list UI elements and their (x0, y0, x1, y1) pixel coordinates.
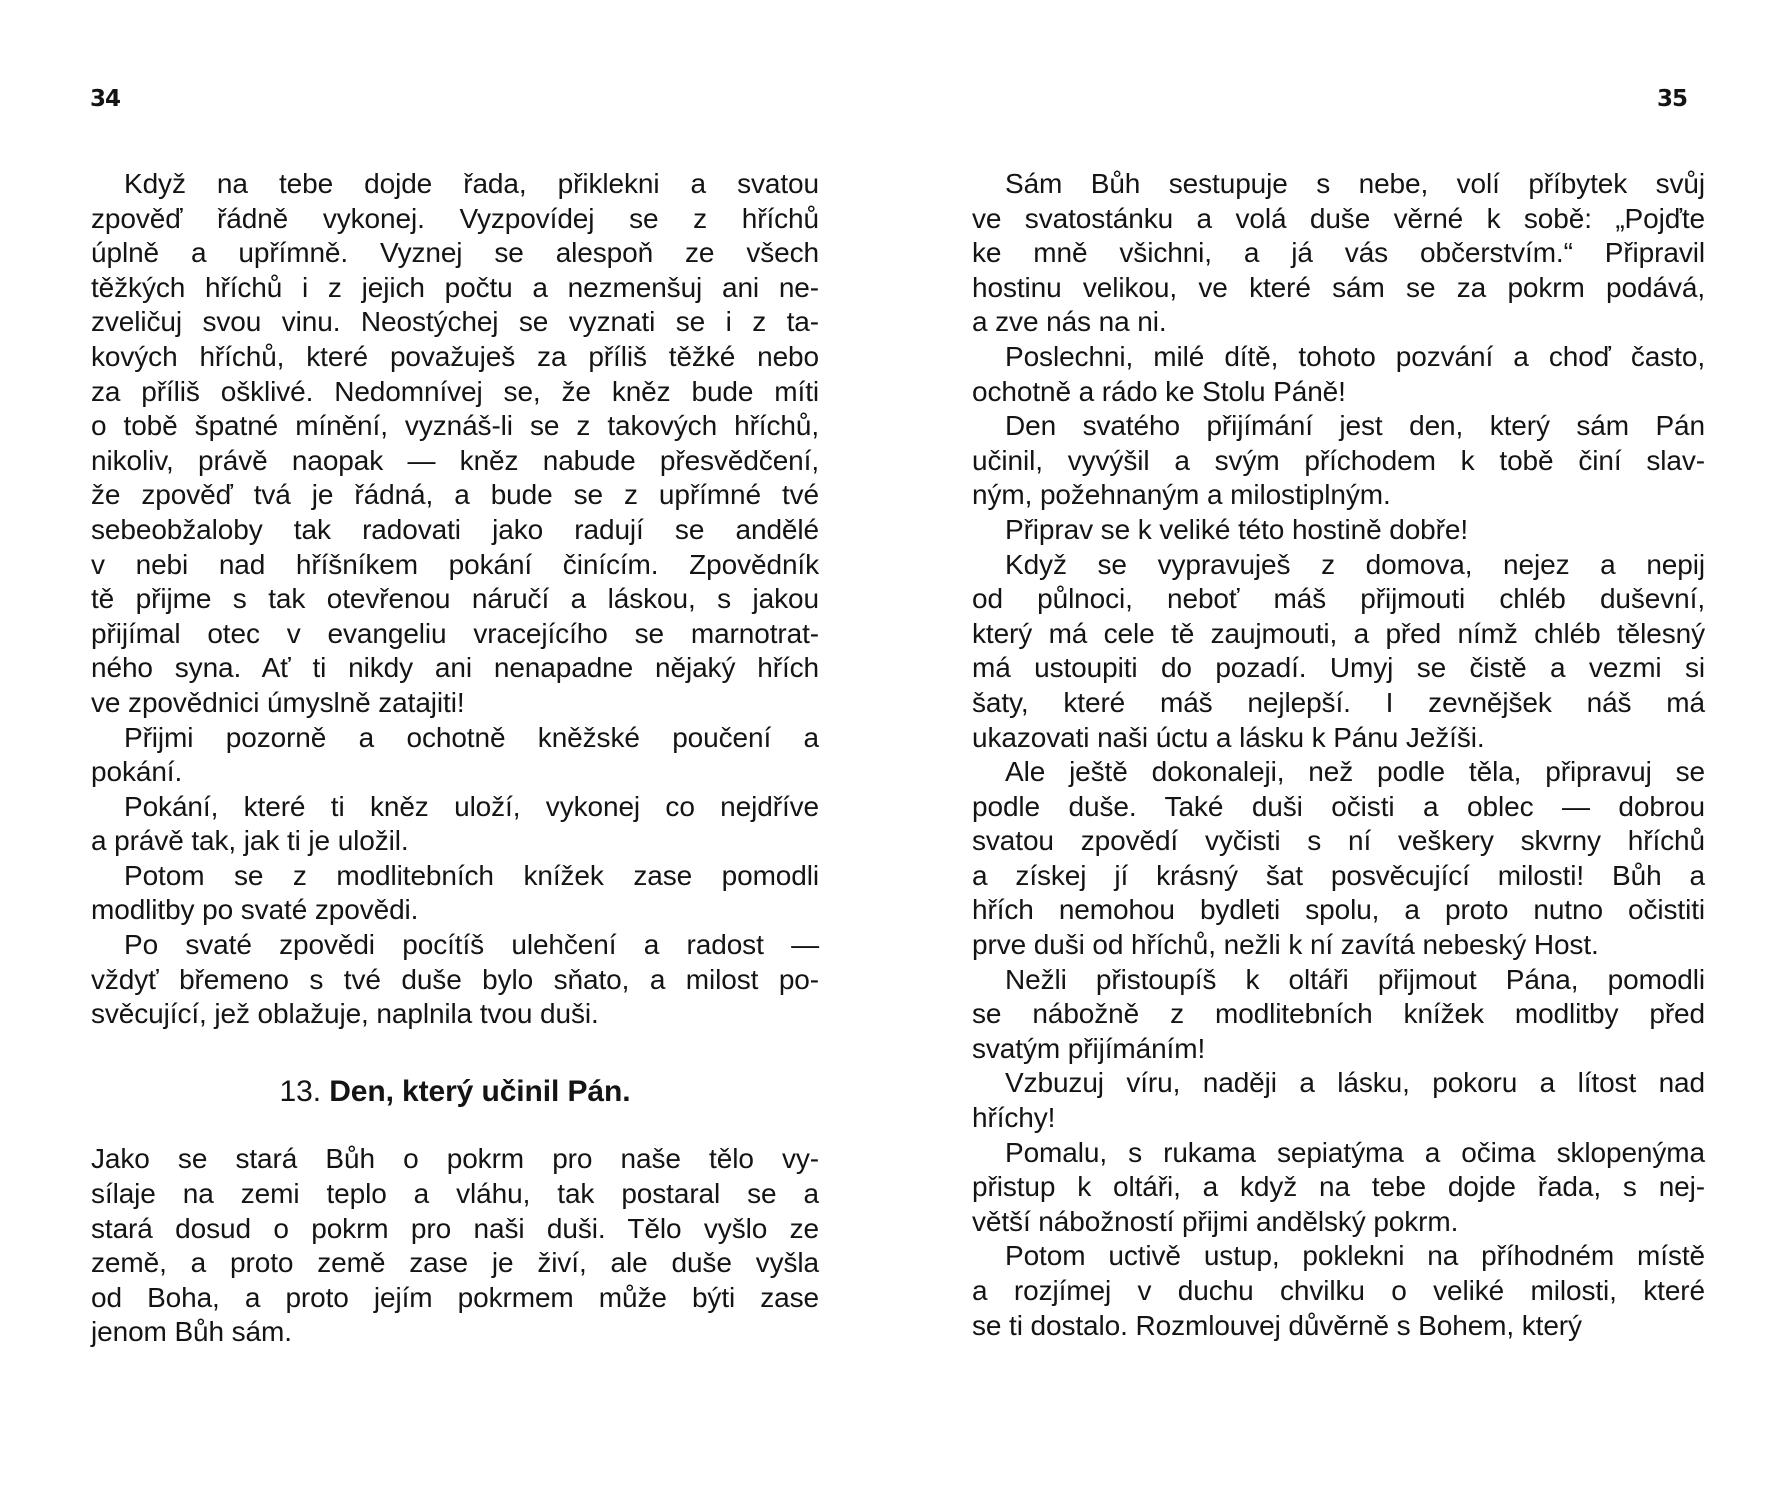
paragraph (972, 548, 1705, 756)
text-line: modlitby po svaté zpovědi. (91, 894, 419, 926)
text-line: o tobě špatné mínění, vyznáš-li se z takových hříchů, (91, 410, 819, 442)
text-line: ným, požehnaným a milostiplným. (972, 479, 1391, 511)
text-line: zpověď řádně vykonej. Vyzpovídej se z hříchů (91, 202, 819, 234)
text-line: podle duše. Také duši očisti a oblec — dobrou (972, 790, 1705, 822)
text-line: a zve nás na ni. (972, 306, 1167, 338)
text-line: tě přijme s tak otevřenou náručí a láskou, s jakou (91, 583, 819, 615)
text-line: a rozjímej v duchu chvilku o veliké milosti, které (972, 1275, 1705, 1306)
text-line: Po svaté zpovědi pocítíš ulehčení a radost — (124, 929, 819, 961)
text-line: učinil, vyvýšil a svým příchodem k tobě činí slav- (972, 444, 1705, 476)
text-line: od půlnoci, neboť máš přijmouti chléb duševní, (972, 583, 1705, 615)
left-page-text (91, 167, 819, 1350)
paragraph (972, 1066, 1705, 1135)
text-line: hřích nemohou bydleti spolu, a proto nutno očistiti (972, 894, 1705, 926)
text-line: šaty, které máš nejlepší. I zevnějšek náš má (972, 686, 1705, 718)
text-line: že zpověď tvá je řádná, a bude se z upřímné tvé (91, 479, 819, 511)
text-line: sebeobžaloby tak radovati jako radují se andělé (91, 513, 819, 545)
text-line: Nežli přistoupíš k oltáři přijmout Pána, pomodli (1005, 963, 1705, 995)
page-number-right: 35 (1657, 86, 1688, 112)
text-line: Sám Bůh sestupuje s nebe, volí příbytek svůj (1005, 168, 1705, 199)
text-line: země, a proto země zase je živí, ale duše vyšla (91, 1247, 819, 1279)
text-line: Den svatého přijímání jest den, který sám Pán (1005, 410, 1705, 442)
text-line: prve duši od hříchů, nežli k ní zavítá nebeský Host. (972, 929, 1599, 961)
paragraph (91, 721, 819, 790)
text-line: ke mně všichni, a já vás občerstvím.“ Připravil (972, 237, 1705, 269)
text-line: vždyť břemeno s tvé duše bylo sňato, a milost po- (91, 963, 819, 995)
text-line: a získej jí krásný šat posvěcující milosti! Bůh a (972, 859, 1705, 891)
paragraph (91, 790, 819, 859)
text-line: za příliš ošklivé. Nedomnívej se, že kněz bude míti (91, 375, 819, 407)
text-line: Připrav se k veliké této hostině dobře! (1005, 513, 1469, 545)
paragraph (972, 1136, 1705, 1240)
text-line: od Boha, a proto jejím pokrmem může býti zase (91, 1281, 819, 1313)
paragraph (91, 928, 819, 1032)
text-line: se ti dostalo. Rozmlouvej důvěrně s Bohem, který (972, 1309, 1582, 1341)
text-line: kových hříchů, které považuješ za příliš těžké nebo (91, 340, 819, 372)
text-line: svatou zpovědí vyčisti s ní veškery skvrny hříchů (972, 825, 1705, 857)
text-line: ukazovati naši úctu a lásku k Pánu Ježíši. (972, 721, 1485, 753)
text-line: svěcující, jež oblažuje, naplnila tvou duši. (91, 998, 599, 1030)
text-line: ného syna. Ať ti nikdy ani nenapadne nějaký hřích (91, 652, 819, 684)
right-page-text (972, 167, 1705, 1343)
text-line: má ustoupiti do pozadí. Umyj se čistě a vezmi si (972, 652, 1705, 684)
left-page-paragraphs-after-heading (91, 1142, 819, 1350)
text-line: těžkých hříchů i z jejich počtu a nezmenšuj ani ne- (91, 271, 819, 303)
text-line: Jako se stará Bůh o pokrm pro naše tělo vy- (91, 1143, 819, 1175)
text-line: Potom uctivě ustup, poklekni na příhodném místě (1005, 1240, 1705, 1272)
text-line: větší nábožností přijmi andělský pokrm. (972, 1205, 1459, 1237)
text-line: sílaje na zemi teplo a vláhu, tak postaral se a (91, 1178, 819, 1210)
paragraph (91, 167, 819, 721)
text-line: ve zpovědnici úmyslně zatajiti! (91, 686, 465, 718)
text-line: úplně a upřímně. Vyznej se alespoň ze všech (91, 237, 819, 269)
paragraph (972, 409, 1705, 513)
text-line: zveličuj svou vinu. Neostýchej se vyznati se i z ta- (91, 306, 819, 338)
text-line: Potom se z modlitebních knížek zase pomodli (124, 859, 819, 891)
text-line: přijímal otec v evangeliu vracejícího se marnotrat- (91, 617, 819, 649)
text-line: Pokání, které ti kněz uloží, vykonej co nejdříve (124, 790, 819, 822)
chapter-title: Den, který učinil Pán. (329, 1074, 631, 1108)
text-line: se nábožně z modlitebních knížek modlitby před (972, 998, 1705, 1030)
paragraph (972, 167, 1705, 340)
chapter-heading (91, 1075, 819, 1110)
text-line: Když se vypravuješ z domova, nejez a nepij (1005, 548, 1705, 580)
text-line: stará dosud o pokrm pro naši duši. Tělo vyšlo ze (91, 1212, 819, 1244)
text-line: svatým přijímáním! (972, 1032, 1206, 1064)
text-line: hříchy! (972, 1102, 1056, 1134)
paragraph (91, 859, 819, 928)
paragraph (91, 1142, 819, 1350)
paragraph (972, 340, 1705, 409)
paragraph (972, 1239, 1705, 1343)
text-line: v nebi nad hříšníkem pokání činícím. Zpovědník (91, 548, 819, 580)
text-line: Pomalu, s rukama sepiatýma a očima sklopenýma (1005, 1136, 1705, 1168)
text-line: Vzbuzuj víru, naději a lásku, pokoru a lítost nad (1005, 1067, 1705, 1099)
left-page-paragraphs-before-heading (91, 167, 819, 1032)
right-page-paragraphs (972, 167, 1705, 1343)
paragraph (972, 755, 1705, 963)
page-number-left: 34 (90, 86, 121, 112)
text-line: a právě tak, jak ti je uložil. (91, 825, 409, 857)
text-line: jenom Bůh sám. (91, 1316, 292, 1348)
text-line: Přijmi pozorně a ochotně kněžské poučení a (124, 721, 819, 753)
text-line: pokání. (91, 756, 183, 788)
chapter-number: 13. (279, 1074, 321, 1108)
text-line: Ale ještě dokonaleji, než podle těla, připravuj se (1005, 756, 1705, 788)
text-line: přistup k oltáři, a když na tebe dojde řada, s nej- (972, 1171, 1705, 1203)
text-line: hostinu velikou, ve které sám se za pokrm podává, (972, 271, 1705, 303)
text-line: nikoliv, právě naopak — kněz nabude přesvědčení, (91, 444, 819, 476)
paragraph (972, 963, 1705, 1067)
paragraph (972, 513, 1705, 548)
text-line: Poslechni, milé dítě, tohoto pozvání a choď často, (1005, 340, 1705, 372)
text-line: Když na tebe dojde řada, přiklekni a svatou (124, 168, 819, 199)
text-line: ochotně a rádo ke Stolu Páně! (972, 375, 1346, 407)
text-line: který má cele tě zaujmouti, a před nímž chléb tělesný (972, 617, 1705, 649)
text-line: ve svatostánku a volá duše věrné k sobě: „Pojďte (972, 202, 1705, 234)
